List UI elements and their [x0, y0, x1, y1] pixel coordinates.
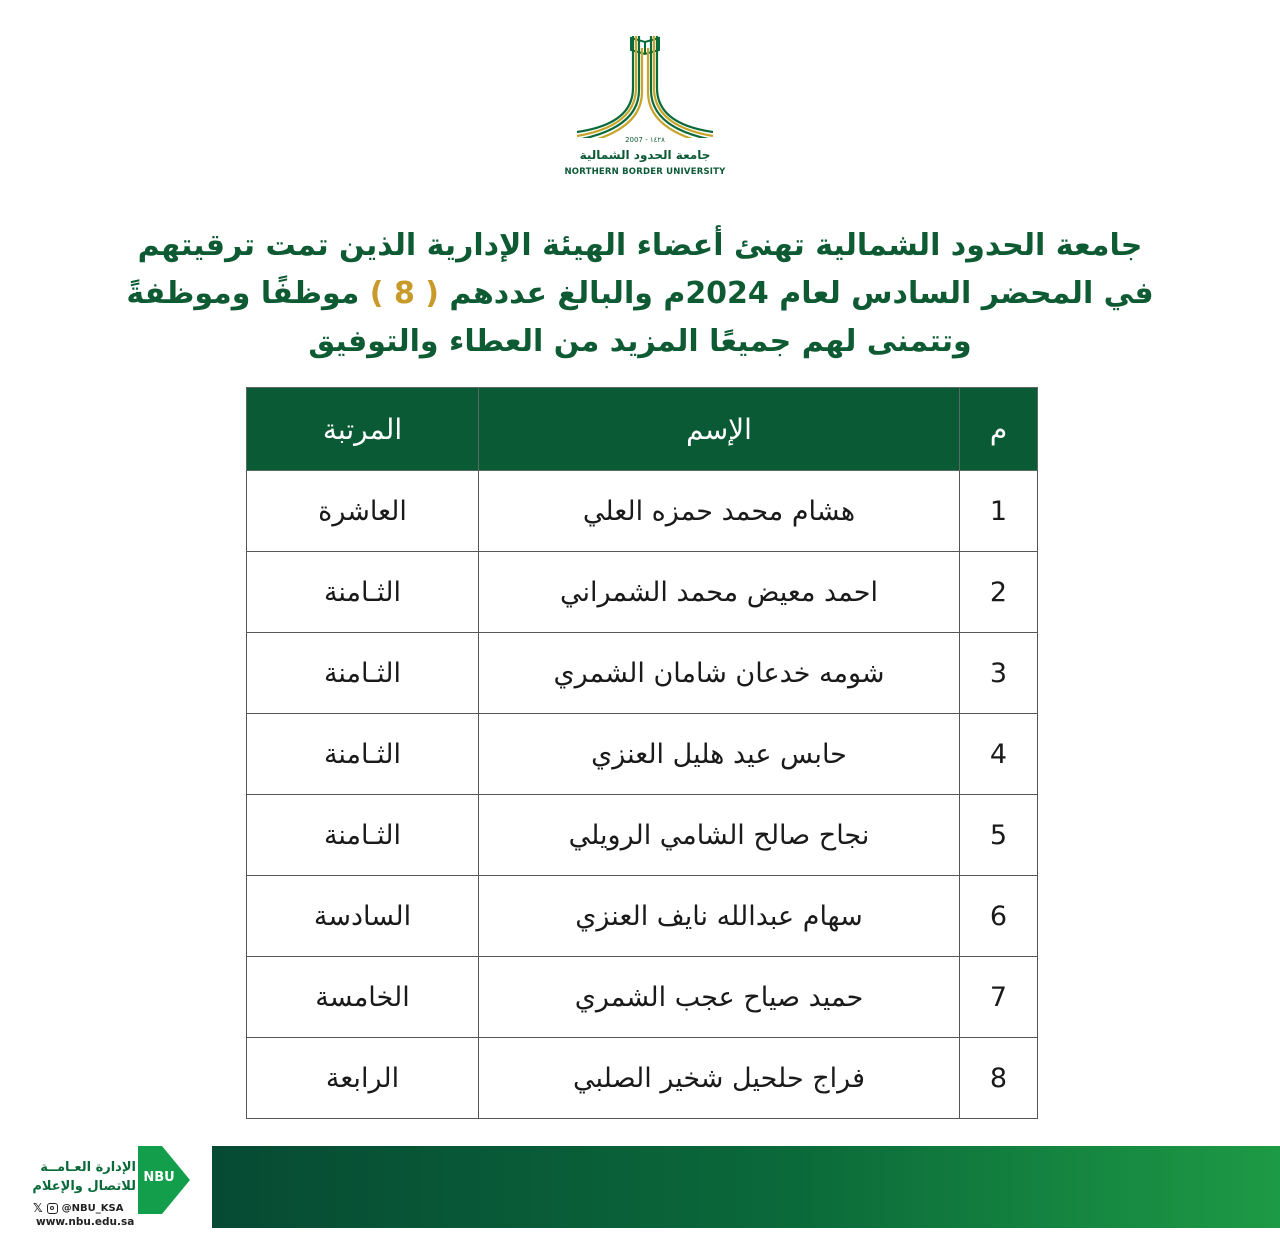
row-rank: الثـامنة — [247, 714, 479, 795]
table-row — [247, 795, 1038, 876]
row-number: 2 — [960, 552, 1038, 633]
table-row — [247, 471, 1038, 552]
row-rank: العاشرة — [247, 471, 479, 552]
header-number: م — [960, 388, 1038, 471]
table-row — [247, 633, 1038, 714]
department-name-line-1: الإدارة العـامــة — [40, 1160, 136, 1175]
row-number: 8 — [960, 1038, 1038, 1119]
table-header-row — [247, 388, 1038, 471]
row-number: 1 — [960, 471, 1038, 552]
logo-name-english: NORTHERN BORDER UNIVERSITY — [564, 167, 726, 177]
logo-year: 2007 - ١٤٢٨ — [625, 136, 665, 144]
row-rank: السادسة — [247, 876, 479, 957]
row-name: احمد معيض محمد الشمراني — [479, 552, 960, 633]
nbu-badge-label: NBU — [143, 1170, 175, 1185]
university-logo — [560, 28, 730, 183]
row-number: 3 — [960, 633, 1038, 714]
row-rank: الرابعة — [247, 1038, 479, 1119]
row-name: سهام عبدالله نايف العنزي — [479, 876, 960, 957]
row-number: 4 — [960, 714, 1038, 795]
headline-line-2-end: موظفًا وموظفةً — [126, 276, 370, 311]
row-name: نجاح صالح الشامي الرويلي — [479, 795, 960, 876]
table-row — [247, 957, 1038, 1038]
row-name: حميد صياح عجب الشمري — [479, 957, 960, 1038]
row-number: 5 — [960, 795, 1038, 876]
x-twitter-icon[interactable]: 𝕏 — [33, 1201, 43, 1215]
row-name: شومه خدعان شامان الشمري — [479, 633, 960, 714]
logo-name-arabic: جامعة الحدود الشمالية — [579, 148, 711, 162]
row-number: 7 — [960, 957, 1038, 1038]
table-row — [247, 714, 1038, 795]
website-link[interactable]: www.nbu.edu.sa — [36, 1216, 135, 1228]
headline-line-2 — [100, 270, 1180, 318]
instagram-icon[interactable] — [47, 1203, 58, 1214]
table-row — [247, 552, 1038, 633]
promotions-table — [246, 387, 1038, 1119]
department-name-line-2: للاتصال والإعلام — [32, 1179, 136, 1194]
headline-line-3: وتتمنى لهم جميعًا المزيد من العطاء والتوفيق — [308, 324, 972, 359]
announcement-headline — [100, 222, 1180, 366]
header-name: الإسم — [479, 388, 960, 471]
row-rank: الخامسة — [247, 957, 479, 1038]
row-rank: الثـامنة — [247, 795, 479, 876]
headline-line-1: جامعة الحدود الشمالية تهنئ أعضاء الهيئة الإدارية الذين تمت ترقيتهم — [137, 228, 1143, 263]
university-emblem-icon — [560, 28, 730, 138]
promotion-count: ( 8 ) — [369, 276, 439, 311]
table-row — [247, 1038, 1038, 1119]
row-name: حابس عيد هليل العنزي — [479, 714, 960, 795]
row-rank: الثـامنة — [247, 552, 479, 633]
row-number: 6 — [960, 876, 1038, 957]
header-rank: المرتبة — [247, 388, 479, 471]
social-links — [33, 1200, 123, 1216]
row-rank: الثـامنة — [247, 633, 479, 714]
row-name: هشام محمد حمزه العلي — [479, 471, 960, 552]
table-row — [247, 876, 1038, 957]
row-name: فراج حلحيل شخير الصلبي — [479, 1038, 960, 1119]
footer-gradient-band — [212, 1146, 1280, 1228]
social-handle[interactable]: @NBU_KSA — [61, 1202, 124, 1214]
headline-line-2-start: في المحضر السادس لعام 2024م والبالغ عددهم — [438, 276, 1154, 311]
